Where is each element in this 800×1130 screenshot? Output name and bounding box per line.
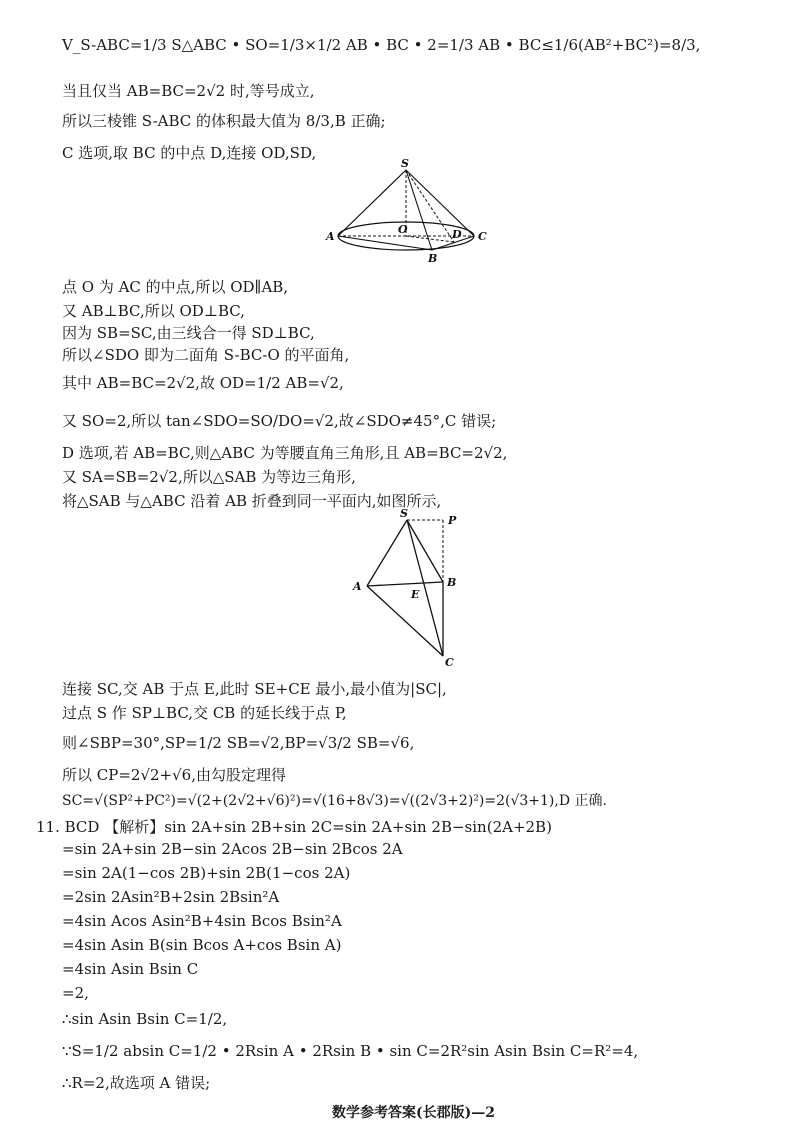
edge-sb — [407, 520, 443, 582]
label-p: P — [448, 514, 457, 527]
text-line-14: 连接 SC,交 AB 于点 E,此时 SE+CE 最小,最小值为|SC|, — [62, 680, 447, 698]
edge-ab — [367, 582, 443, 586]
text-line-12: 又 SA=SB=2√2,所以△SAB 为等边三角形, — [62, 468, 356, 486]
text-line-11: D 选项,若 AB=BC,则△ABC 为等腰直角三角形,且 AB=BC=2√2, — [62, 444, 508, 462]
text-line-4: C 选项,取 BC 的中点 D,连接 OD,SD, — [62, 144, 317, 162]
edge-sa — [367, 520, 407, 586]
edge-ac — [367, 586, 443, 656]
text-line-13: 将△SAB 与△ABC 沿着 AB 折叠到同一平面内,如图所示, — [62, 492, 442, 510]
text-line-7: 因为 SB=SC,由三线合一得 SD⊥BC, — [62, 324, 315, 342]
cone-figure — [320, 158, 500, 266]
text-line-28: ∵S=1/2 absin C=1/2 • 2Rsin A • 2Rsin B • sin C=2R²sin Asin Bsin C=R²=4, — [62, 1042, 639, 1060]
text-line-21: =sin 2A(1−cos 2B)+sin 2B(1−cos 2A) — [62, 864, 351, 882]
text-line-17: 所以 CP=2√2+√6,由勾股定理得 — [62, 766, 286, 784]
edge-sa — [338, 170, 406, 236]
label-e: E — [411, 588, 420, 601]
text-line-2: 当且仅当 AB=BC=2√2 时,等号成立, — [62, 82, 315, 100]
text-line-19: 11. BCD 【解析】sin 2A+sin 2B+sin 2C=sin 2A+sin 2B−sin(2A+2B) — [36, 818, 552, 836]
text-line-16: 则∠SBP=30°,SP=1/2 SB=√2,BP=√3/2 SB=√6, — [62, 734, 415, 752]
label-a: A — [353, 580, 362, 593]
edge-ab — [338, 236, 432, 250]
text-line-22: =2sin 2Asin²B+2sin 2Bsin²A — [62, 888, 280, 906]
page-footer: 数学参考答案(长郡版)—2 — [332, 1105, 495, 1121]
label-o: O — [398, 223, 408, 236]
label-a: A — [326, 230, 335, 243]
label-d: D — [452, 228, 462, 241]
text-line-10: 又 SO=2,所以 tan∠SDO=SO/DO=√2,故∠SDO≠45°,C 错误; — [62, 412, 497, 430]
text-line-26: =2, — [62, 984, 89, 1002]
text-line-9: 其中 AB=BC=2√2,故 OD=1/2 AB=√2, — [62, 374, 344, 392]
label-c: C — [445, 656, 454, 669]
label-s: S — [400, 507, 408, 520]
text-line-3: 所以三棱锥 S-ABC 的体积最大值为 8/3,B 正确; — [62, 112, 386, 130]
text-line-15: 过点 S 作 SP⊥BC,交 CB 的延长线于点 P, — [62, 704, 347, 722]
text-line-18: SC=√(SP²+PC²)=√(2+(2√2+√6)²)=√(16+8√3)=√((2√3+2)²)=2(√3+1),D 正确. — [62, 793, 607, 809]
label-b: B — [447, 576, 457, 589]
text-line-6: 又 AB⊥BC,所以 OD⊥BC, — [62, 302, 245, 320]
edge-sd — [406, 170, 454, 242]
text-line-5: 点 O 为 AC 的中点,所以 OD∥AB, — [62, 278, 289, 296]
text-line-20: =sin 2A+sin 2B−sin 2Acos 2B−sin 2Bcos 2A — [62, 840, 403, 858]
text-line-8: 所以∠SDO 即为二面角 S-BC-O 的平面角, — [62, 346, 350, 364]
label-s: S — [401, 158, 409, 170]
text-line-1: V_S-ABC=1/3 S△ABC • SO=1/3×1/2 AB • BC • 2=1/3 AB • BC≤1/6(AB²+BC²)=8/3, — [62, 36, 701, 54]
label-b: B — [428, 252, 438, 265]
text-line-23: =4sin Acos Asin²B+4sin Bcos Bsin²A — [62, 912, 342, 930]
edge-od — [406, 236, 454, 242]
text-line-27: ∴sin Asin Bsin C=1/2, — [62, 1010, 228, 1028]
text-line-24: =4sin Asin B(sin Bcos A+cos Bsin A) — [62, 936, 342, 954]
label-c: C — [478, 230, 487, 243]
text-line-25: =4sin Asin Bsin C — [62, 960, 199, 978]
text-line-29: ∴R=2,故选项 A 错误; — [62, 1074, 211, 1092]
folded-triangle-figure — [345, 506, 475, 670]
